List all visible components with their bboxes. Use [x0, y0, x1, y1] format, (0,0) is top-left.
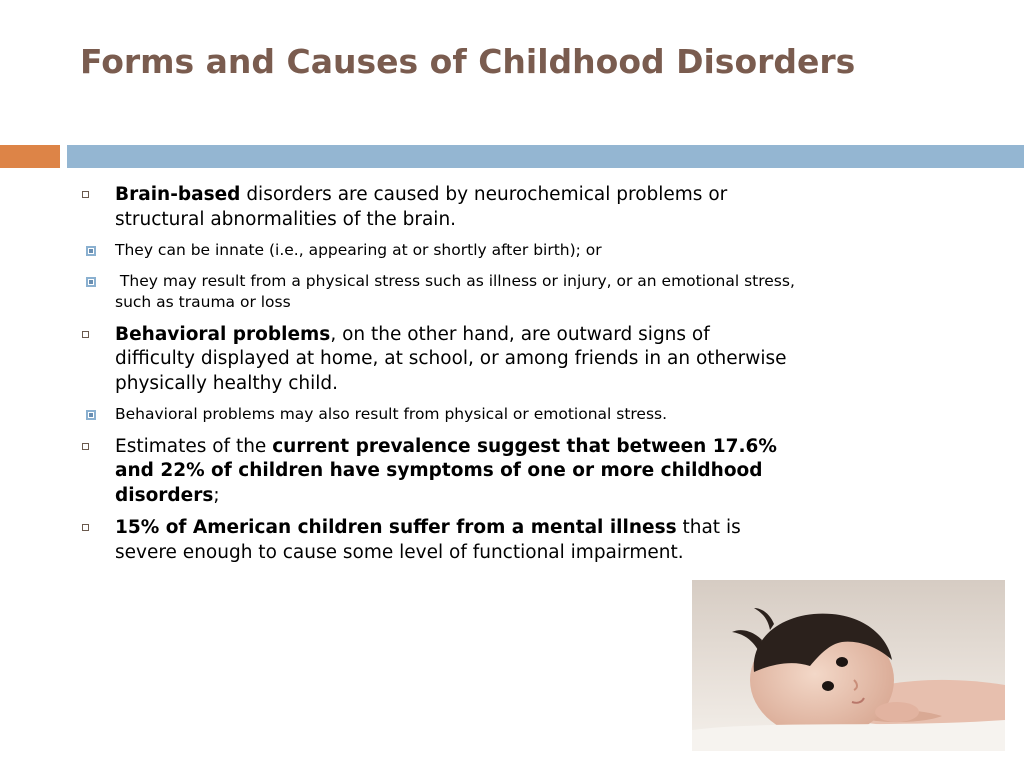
baby-photo-illustration	[692, 580, 1005, 751]
baby-photo	[692, 580, 1005, 751]
bullet-text: Estimates of the	[115, 435, 273, 457]
accent-bar-blue	[67, 145, 1024, 168]
bullet-list	[80, 183, 795, 573]
bullet-behavioral-problems	[80, 323, 795, 397]
bullet-text: that is severe enough to cause some level of functional impairment.	[115, 517, 741, 563]
bullet-bold-text: 15% of American children suffer from a mental illness	[115, 517, 677, 538]
bullet-text: ;	[213, 484, 220, 506]
bullet-text: , on the other hand, are outward signs of difficulty displayed at home, at school, or among friends in an otherwise physically healthy child.	[115, 323, 787, 394]
bullet-bold-text: Brain-based	[115, 184, 241, 205]
bullet-text: disorders are caused by neurochemical problems or structural abnormalities of the brain.	[115, 184, 728, 230]
bullet-brain-based	[80, 183, 795, 232]
bullet-bold-text: Behavioral problems	[115, 323, 331, 345]
slide-title: Forms and Causes of Childhood Disorders	[80, 42, 856, 81]
bullet-prevalence	[80, 435, 795, 509]
sub-bullet-behavioral-stress: Behavioral problems may also result from physical or emotional stress.	[44, 404, 795, 426]
accent-bar-orange	[0, 145, 60, 168]
sub-bullet-stress: They may result from a physical stress such as illness or injury, or an emotional stress, such as trauma or loss	[44, 271, 795, 314]
bullet-mental-illness	[80, 516, 795, 565]
sub-bullet-innate: They can be innate (i.e., appearing at or shortly after birth); or	[44, 240, 795, 262]
bullet-bold-text: current prevalence suggest that between 17.6% and 22% of children have symptoms of one or more childhood disorders	[115, 435, 777, 506]
